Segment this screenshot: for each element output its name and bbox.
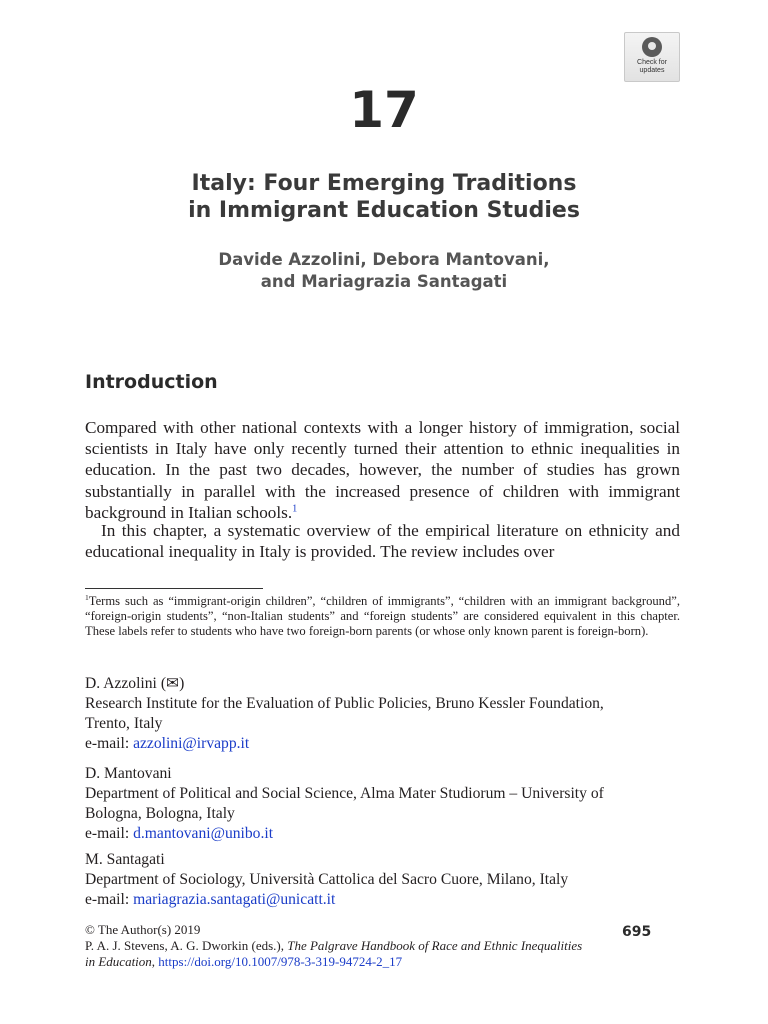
institution: Department of Sociology, Università Cattolica del Sacro Cuore, Milano, Italy — [85, 871, 569, 888]
body-paragraph-2: In this chapter, a systematic overview of the empirical literature on ethnicity and educational inequality in Italy is provided. The review includes over — [85, 521, 680, 562]
authors-line-1: Davide Azzolini, Debora Mantovani, — [218, 250, 550, 269]
institution: Department of Political and Social Science, Alma Mater Studiorum – University of — [85, 785, 604, 802]
envelope-icon: (✉) — [160, 675, 185, 692]
citation-footer: © The Author(s) 2019 P. A. J. Stevens, A. G. Dworkin (eds.), The Palgrave Handbook of Race and Ethnic Inequalities in Education, https://doi.org/10.1007/978-3-319-94724-2_17 — [85, 922, 583, 969]
title-line-1: Italy: Four Emerging Traditions — [191, 171, 577, 196]
footnote — [85, 594, 680, 639]
footnote-number: 1 — [85, 592, 89, 602]
email-link[interactable]: d.mantovani@unibo.it — [133, 825, 274, 842]
copyright: © The Author(s) 2019 — [85, 922, 201, 937]
author-name: D. Mantovani — [85, 765, 172, 782]
chapter-number: 17 — [349, 81, 419, 139]
book-title-cont: in Education — [85, 954, 152, 969]
email-link[interactable]: azzolini@irvapp.it — [133, 735, 250, 752]
section-heading: Introduction — [85, 371, 218, 393]
bookmark-icon — [642, 37, 662, 57]
badge-line-1: Check for — [637, 59, 667, 66]
book-title: The Palgrave Handbook of Race and Ethnic Inequalities — [287, 938, 583, 953]
authors-line-2: and Mariagrazia Santagati — [260, 272, 508, 291]
affiliation-azzolini — [85, 674, 685, 754]
email-label: e-mail: — [85, 891, 130, 908]
email-label: e-mail: — [85, 825, 130, 842]
paragraph-1-text: Compared with other national contexts with a longer history of immigration, social scientists in Italy have only recently turned their attention to ethnic inequalities in education. In the past two decades, however, the number of studies has grown substantially in parallel with the increased presence of children with immigrant background in Italian schools. — [85, 418, 680, 522]
author-list — [0, 249, 768, 293]
author-name: M. Santagati — [85, 851, 165, 868]
institution: Research Institute for the Evaluation of Public Policies, Bruno Kessler Foundation, — [85, 695, 604, 712]
location: Bologna, Bologna, Italy — [85, 805, 235, 822]
body-paragraph-1 — [85, 417, 680, 523]
affiliation-mantovani — [85, 764, 685, 844]
footnote-text: Terms such as “immigrant-origin children”, “children of immigrants”, “children with an immigrant background”, “foreign-origin students”, “non-Italian students” and “foreign students” are considered equivalent in this chapter. These labels refer to students who have two foreign-born parents (or whose only known parent is foreign-born). — [85, 594, 680, 638]
footnote-divider — [85, 588, 263, 589]
doi-link[interactable]: https://doi.org/10.1007/978-3-319-94724-2_17 — [158, 954, 403, 969]
editors: P. A. J. Stevens, A. G. Dworkin (eds.), — [85, 938, 284, 953]
footnote-reference[interactable]: 1 — [292, 503, 298, 515]
email-label: e-mail: — [85, 735, 130, 752]
page-number: 695 — [622, 924, 652, 940]
title-line-2: in Immigrant Education Studies — [188, 198, 580, 223]
check-for-updates-badge[interactable] — [624, 32, 680, 82]
badge-text — [625, 59, 679, 75]
chapter-title — [0, 170, 768, 224]
location: Trento, Italy — [85, 715, 163, 732]
badge-line-2: updates — [639, 67, 665, 74]
affiliation-santagati — [85, 850, 685, 910]
author-name: D. Azzolini — [85, 675, 157, 692]
email-link[interactable]: mariagrazia.santagati@unicatt.it — [133, 891, 336, 908]
